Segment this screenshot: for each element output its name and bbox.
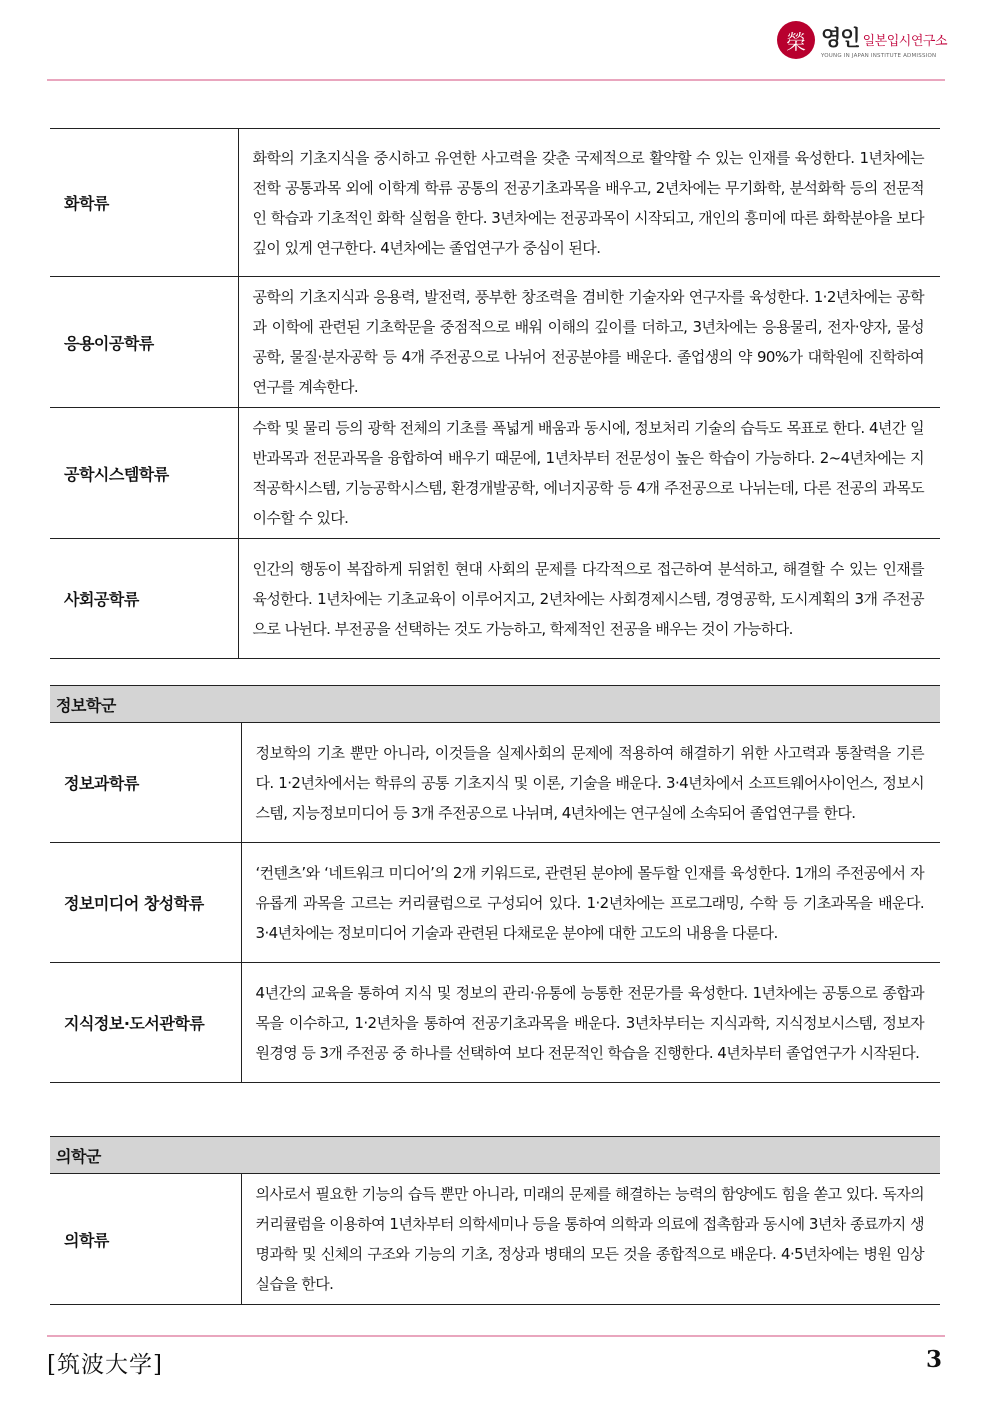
brand-logo: [777, 18, 947, 62]
group-header-row: [50, 1137, 940, 1174]
program-name: 응용이공학류: [50, 277, 238, 408]
table-row: [50, 963, 940, 1083]
group-header-row: [50, 686, 940, 723]
table-row: [50, 723, 940, 843]
program-name: 정보과학류: [50, 723, 241, 843]
logo-text: [821, 22, 947, 59]
footer-university: [筑波大学]: [47, 1352, 163, 1378]
brand-subtitle: 일본입시연구소: [862, 33, 947, 49]
program-description: 화학의 기초지식을 중시하고 유연한 사고력을 갖춘 국제적으로 활약할 수 있는 인재를 육성한다. 1년차에는 전학 공통과목 외에 이학계 학류 공통의 전공기초과목을 배우고, 2년차에는 무기화학, 분석화학 등의 전문적인 학습과 기초적인 화학 실험을 한다. 3년차에는 전공과목이 시작되고, 개인의 흥미에 따른 화학분야을 보다 깊이 있게 연구한다. 4년차에는 졸업연구가 중심이 된다.: [238, 129, 940, 277]
table-row: [50, 408, 940, 539]
table-row: [50, 1174, 940, 1305]
program-name: 화학류: [50, 129, 238, 277]
program-description: 4년간의 교육을 통하여 지식 및 정보의 관리·유통에 능통한 전문가를 육성한다. 1년차에는 공통으로 종합과목을 이수하고, 1·2년차을 통하여 전공기초과목을 배운다. 3년차부터는 지식과학, 지식정보시스템, 정보자원경영 등 3개 주전공 중 하나를 선택하여 보다 전문적인 학습을 진행한다. 4년차부터 졸업연구가 시작된다.: [241, 963, 940, 1083]
program-name: 정보미디어 창성학류: [50, 843, 241, 963]
program-description: 의사로서 필요한 기능의 습득 뿐만 아니라, 미래의 문제를 해결하는 능력의 함양에도 힘을 쏟고 있다. 독자의 커리큘럼을 이용하여 1년차부터 의학세미나 등을 통하여 의학과 의료에 접촉함과 동시에 3년차 종료까지 생명과학 및 신체의 구조와 기능의 기초, 정상과 병태의 모든 것을 종합적으로 배운다. 4·5년차에는 병원 임상실습을 한다.: [241, 1174, 940, 1305]
program-name: 공학시스템학류: [50, 408, 238, 539]
group-title: 정보학군: [50, 686, 940, 723]
program-description: 수학 및 물리 등의 광학 전체의 기초를 폭넓게 배움과 동시에, 정보처리 기술의 습득도 목표로 한다. 4년간 일반과목과 전문과목을 융합하여 배우기 때문에, 1년차부터 전문성이 높은 학습이 가능하다. 2~4년차에는 지적공학시스템, 기능공학시스템, 환경개발공학, 에너지공학 등 4개 주전공으로 나뉘는데, 다른 전공의 과목도 이수할 수 있다.: [238, 408, 940, 539]
program-name: 사회공학류: [50, 539, 238, 659]
program-description: 공학의 기초지식과 응용력, 발전력, 풍부한 창조력을 겸비한 기술자와 연구자를 육성한다. 1·2년차에는 공학과 이학에 관련된 기초학문을 중점적으로 배워 이해의 깊이를 더하고, 3년차에는 응용물리, 전자·양자, 물성공학, 물질·분자공학 등 4개 주전공으로 나뉘어 전공분야를 배운다. 졸업생의 약 90%가 대학원에 진학하여 연구를 계속한다.: [238, 277, 940, 408]
page-header: [0, 0, 992, 80]
header-divider: [47, 79, 945, 81]
logo-emblem-icon: 榮: [777, 21, 815, 59]
table-row: [50, 843, 940, 963]
group-title: 의학군: [50, 1137, 940, 1174]
brand-english: YOUNG IN JAPAN INSTITUTE ADMISSION: [821, 52, 937, 59]
table-row: [50, 539, 940, 659]
table-row: [50, 129, 940, 277]
table-row: [50, 277, 940, 408]
brand-name: 영인: [821, 25, 860, 50]
program-description: ‘컨텐츠’와 ‘네트워크 미디어’의 2개 키워드로, 관련된 분야에 몰두할 인재를 육성한다. 1개의 주전공에서 자유롭게 과목을 고르는 커리큘럼으로 구성되어 있다. 1·2년차에는 프로그래밍, 수학 등 기초과목을 배운다. 3·4년차에는 정보미디어 기술과 관련된 다채로운 분야에 대한 고도의 내용을 다룬다.: [241, 843, 940, 963]
informatics-table: [50, 685, 940, 1083]
page-number: 3: [925, 1346, 942, 1373]
program-description: 인간의 행동이 복잡하게 뒤얽힌 현대 사회의 문제를 다각적으로 접근하여 분석하고, 해결할 수 있는 인재를 육성한다. 1년차에는 기초교육이 이루어지고, 2년차에는 사회경제시스템, 경영공학, 도시계획의 3개 주전공으로 나뉜다. 부전공을 선택하는 것도 가능하고, 학제적인 전공을 배우는 것이 가능하다.: [238, 539, 940, 659]
medicine-table: [50, 1136, 940, 1305]
footer-divider: [47, 1335, 945, 1337]
program-name: 의학류: [50, 1174, 241, 1305]
program-description: 정보학의 기초 뿐만 아니라, 이것들을 실제사회의 문제에 적용하여 해결하기 위한 사고력과 통찰력을 기른다. 1·2년차에서는 학류의 공통 기초지식 및 이론, 기술을 배운다. 3·4년차에서 소프트웨어사이언스, 정보시스템, 지능정보미디어 등 3개 주전공으로 나뉘며, 4년차에는 연구실에 소속되어 졸업연구를 한다.: [241, 723, 940, 843]
engineering-table: [50, 128, 940, 659]
program-name: 지식정보·도서관학류: [50, 963, 241, 1083]
